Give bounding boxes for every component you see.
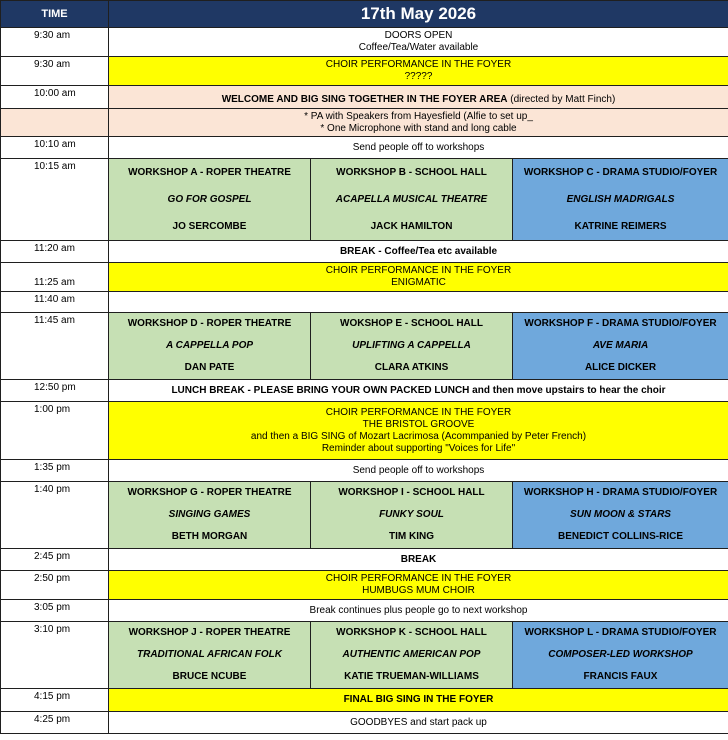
schedule-row [1,600,728,622]
date-header: 17th May 2026 [109,1,728,28]
time-cell: 11:40 am [1,292,109,313]
workshop-leader: CLARA ATKINS [374,362,449,373]
event-title: DOORS OPEN [384,30,453,41]
time-cell: 9:30 am [1,28,109,57]
time-cell: 3:05 pm [1,600,109,622]
schedule-row [1,380,728,402]
event-cell [109,109,728,137]
event-title: CHOIR PERFORMANCE IN THE FOYER [325,406,512,418]
time-column-header: TIME [1,1,109,28]
workshop-leader: KATRINE REIMERS [574,220,667,232]
event-cell: BREAK - Coffee/Tea etc available [109,241,728,263]
workshop-leader: JO SERCOMBE [172,220,247,232]
schedule-row [1,689,728,712]
event-title: WELCOME AND BIG SING TOGETHER IN THE FOYER AREA [221,93,508,105]
event-title: CHOIR PERFORMANCE IN THE FOYER [325,59,512,70]
workshop-title: AVE MARIA [592,340,649,351]
event-cell [109,86,728,109]
event-cell [109,571,728,600]
schedule-row [1,712,728,734]
workshop-name: WORKSHOP F - DRAMA STUDIO/FOYER [524,318,717,329]
event-cell: BREAK [109,549,728,571]
workshop-row [1,482,728,549]
schedule-row [1,402,728,460]
event-cell: FINAL BIG SING IN THE FOYER [109,689,728,712]
event-detail: THE BRISTOL GROOVE [362,418,475,430]
workshop-leader: BRUCE NCUBE [172,671,247,682]
time-cell: 10:00 am [1,86,109,109]
event-cell: Send people off to workshops [109,460,728,482]
event-detail: HUMBUGS MUM CHOIR [362,585,475,596]
workshop-cell [109,313,311,380]
time-cell: 2:50 pm [1,571,109,600]
workshop-cell [513,313,728,380]
schedule-row [1,460,728,482]
workshop-name: WORKSHOP K - SCHOOL HALL [336,627,487,638]
schedule-row [1,263,728,292]
time-cell: 10:15 am [1,159,109,241]
event-detail: ENIGMATIC [391,277,446,288]
workshop-cell [513,482,728,549]
event-cell [109,292,728,313]
time-cell: 1:35 pm [1,460,109,482]
workshop-cell [311,482,513,549]
time-cell: 3:10 pm [1,622,109,689]
event-detail: ????? [404,71,433,82]
workshop-leader: FRANCIS FAUX [583,671,658,682]
event-detail: Reminder about supporting "Voices for Life" [321,442,516,454]
workshop-name: WORKSHOP I - SCHOOL HALL [338,487,485,498]
event-note: * One Microphone with stand and long cable [320,122,517,134]
workshop-title: ACAPELLA MUSICAL THEATRE [335,193,488,205]
workshop-cell [513,622,728,689]
event-cell [109,263,728,292]
event-detail: (directed by Matt Finch) [507,93,616,105]
workshop-title: TRADITIONAL AFRICAN FOLK [137,649,282,660]
workshop-leader: ALICE DICKER [584,362,657,373]
workshop-name: WORKSHOP G - ROPER THEATRE [127,487,292,498]
schedule-row [1,549,728,571]
workshop-cell [311,313,513,380]
workshop-title: FUNKY SOUL [379,509,444,520]
workshop-leader: DAN PATE [184,362,235,373]
workshop-leader: KATIE TRUEMAN-WILLIAMS [344,671,479,682]
workshop-cell [311,622,513,689]
workshop-cell [513,159,728,241]
event-cell: GOODBYES and start pack up [109,712,728,734]
workshop-name: WORKSHOP D - ROPER THEATRE [127,318,292,329]
workshop-row [1,313,728,380]
event-title: CHOIR PERFORMANCE IN THE FOYER [325,265,512,276]
time-cell: 12:50 pm [1,380,109,402]
schedule-row [1,241,728,263]
workshop-title: COMPOSER-LED WORKSHOP [548,649,693,660]
workshop-leader: TIM KING [389,531,434,542]
event-cell [109,28,728,57]
event-detail: Coffee/Tea/Water available [358,42,479,53]
workshop-leader: BENEDICT COLLINS-RICE [558,531,683,542]
workshop-row [1,159,728,241]
schedule-row [1,137,728,159]
workshop-cell [109,159,311,241]
workshop-name: WORKSHOP H - DRAMA STUDIO/FOYER [523,487,718,498]
workshop-title: ENGLISH MADRIGALS [566,193,675,205]
workshop-cell [311,159,513,241]
time-cell: 9:30 am [1,57,109,86]
schedule-row [1,292,728,313]
time-cell: 1:00 pm [1,402,109,460]
workshop-cell [109,482,311,549]
schedule-row [1,57,728,86]
workshop-title: GO FOR GOSPEL [167,193,252,205]
workshop-name: WORKSHOP B - SCHOOL HALL [336,166,487,178]
workshop-title: AUTHENTIC AMERICAN POP [342,649,481,660]
event-note: * PA with Speakers from Hayesfield (Alfie to set up_ [304,110,533,122]
schedule-row [1,28,728,57]
schedule-row [1,571,728,600]
schedule-row [1,109,728,137]
workshop-cell [109,622,311,689]
event-cell [109,57,728,86]
workshop-title: UPLIFTING A CAPPELLA [352,340,471,351]
header-row [1,1,728,28]
workshop-title: SUN MOON & STARS [570,509,671,520]
time-cell: 11:45 am [1,313,109,380]
event-cell: LUNCH BREAK - PLEASE BRING YOUR OWN PACKED LUNCH and then move upstairs to hear the choir [109,380,728,402]
time-cell: 11:25 am [1,263,109,292]
event-detail: and then a BIG SING of Mozart Lacrimosa (Acommpanied by Peter French) [250,430,587,442]
event-title: CHOIR PERFORMANCE IN THE FOYER [325,573,512,584]
time-cell: 4:25 pm [1,712,109,734]
workshop-name: WORKSHOP C - DRAMA STUDIO/FOYER [523,166,718,178]
time-cell: 10:10 am [1,137,109,159]
workshop-name: WORKSHOP J - ROPER THEATRE [128,627,291,638]
workshop-row [1,622,728,689]
time-cell: 4:15 pm [1,689,109,712]
workshop-title: SINGING GAMES [168,509,251,520]
event-cell: Send people off to workshops [109,137,728,159]
time-cell: 2:45 pm [1,549,109,571]
workshop-title: A CAPPELLA POP [165,340,254,351]
time-cell [1,109,109,137]
workshop-name: WORKSHOP L - DRAMA STUDIO/FOYER [524,627,717,638]
schedule-row [1,86,728,109]
event-cell: Break continues plus people go to next workshop [109,600,728,622]
workshop-leader: JACK HAMILTON [370,220,453,232]
time-cell: 1:40 pm [1,482,109,549]
workshop-name: WORKSHOP A - ROPER THEATRE [128,166,291,178]
time-cell: 11:20 am [1,241,109,263]
workshop-leader: BETH MORGAN [171,531,248,542]
workshop-name: WOKSHOP E - SCHOOL HALL [340,318,483,329]
event-cell [109,402,728,460]
